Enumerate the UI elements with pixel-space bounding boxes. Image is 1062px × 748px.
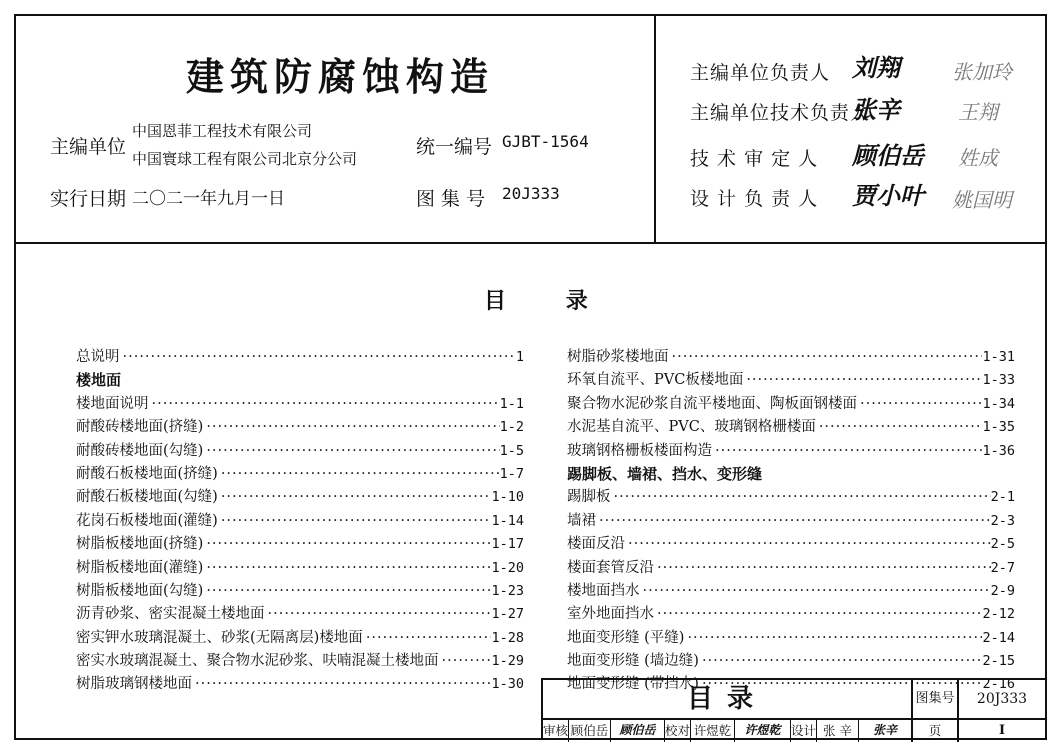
header-info-panel	[16, 16, 656, 242]
title-block-title: 目录	[543, 680, 913, 720]
signature: 贾小叶	[852, 182, 924, 210]
toc-leader-dots	[203, 440, 499, 463]
toc-entry-page: 1-29	[491, 653, 524, 670]
toc-entry-title: 地面变形缝 (平缝)	[567, 629, 685, 646]
toc-entry[interactable]	[76, 533, 524, 556]
responsible-role: 主编单位负责人	[690, 62, 831, 84]
toc-entry[interactable]	[76, 346, 524, 369]
toc-entry-title: 地面变形缝 (带挡水)	[567, 676, 699, 693]
toc-entry[interactable]	[76, 650, 524, 673]
toc-entry-title: 树脂板楼地面(挤缝)	[76, 536, 204, 553]
contents-title-char: 录	[565, 288, 588, 314]
toc-leader-dots	[684, 627, 982, 650]
toc-entry-title: 树脂砂浆楼地面	[567, 349, 669, 365]
toc-entry-page: 2-15	[982, 653, 1015, 670]
toc-leader-dots	[712, 440, 982, 463]
signature: 张辛	[852, 96, 900, 124]
toc-leader-dots	[611, 486, 991, 509]
responsible-row	[690, 98, 870, 125]
toc-entry-title: 总说明	[76, 349, 120, 365]
toc-leader-dots	[149, 393, 500, 416]
toc-entry[interactable]	[567, 627, 1015, 650]
proof-label: 校对	[665, 720, 691, 742]
toc-leader-dots	[363, 627, 492, 650]
toc-entry-title: 耐酸砖楼地面(挤缝)	[76, 419, 204, 436]
toc-entry-title: 树脂板楼地面(勾缝)	[76, 582, 204, 599]
contents-title-char: 目	[484, 288, 507, 314]
toc-entry[interactable]	[76, 416, 524, 439]
responsible-row	[690, 58, 830, 85]
toc-entry-page: 1-5	[499, 442, 524, 459]
toc-entry-title: 耐酸砖楼地面(勾缝)	[76, 442, 204, 459]
toc-leader-dots	[857, 393, 982, 416]
chief-unit-2: 中国寰球工程有限公司北京分公司	[132, 150, 358, 168]
impl-date-label: 实行日期	[50, 188, 127, 210]
contents-right-column	[567, 346, 1015, 697]
toc-entry-page: 1-36	[982, 442, 1015, 459]
toc-entry[interactable]	[567, 533, 1015, 556]
page-number: I	[998, 723, 1006, 738]
toc-entry-page: 1-28	[491, 629, 524, 646]
title-sheet-header	[16, 16, 1045, 244]
toc-entry-title: 楼地面挡水	[567, 582, 640, 599]
toc-leader-dots	[654, 557, 991, 580]
toc-entry-title: 水泥基自流平、PVC、玻璃钢格栅楼面	[567, 419, 816, 436]
approval-row	[543, 720, 1045, 742]
toc-entry-title: 玻璃钢格栅板楼面构造	[567, 442, 712, 459]
toc-entry-page: 1-2	[499, 419, 524, 436]
toc-entry-page: 1-34	[982, 395, 1015, 412]
atlas-no-label: 图 集 号	[416, 188, 486, 210]
toc-entry[interactable]	[567, 580, 1015, 603]
responsible-row	[690, 184, 818, 211]
toc-entry[interactable]	[76, 393, 524, 416]
toc-leader-dots	[625, 533, 991, 556]
toc-entry-page: 1-20	[491, 559, 524, 576]
designer-signature: 张辛	[859, 720, 913, 742]
toc-entry-page: 2-16	[982, 676, 1015, 693]
signature: 刘翔	[852, 54, 900, 82]
toc-entry-title: 楼地面	[76, 371, 122, 390]
toc-leader-dots	[203, 533, 491, 556]
toc-entry-title: 室外地面挡水	[567, 606, 654, 623]
signature: 姓成	[958, 146, 998, 170]
responsible-role: 技 术 审 定 人	[690, 148, 819, 170]
proofreader-signature: 许煜乾	[735, 720, 791, 742]
toc-entry[interactable]	[76, 463, 524, 486]
toc-leader-dots	[640, 580, 991, 603]
toc-entry-page: 1-31	[982, 349, 1015, 365]
toc-entry[interactable]	[567, 510, 1015, 533]
toc-leader-dots	[743, 369, 982, 392]
toc-leader-dots	[192, 673, 491, 696]
toc-entry-title: 树脂板楼地面(灌缝)	[76, 559, 204, 576]
signature: 张加玲	[952, 60, 1012, 84]
unified-code-label: 统一编号	[416, 136, 493, 158]
toc-entry-page: 1-17	[491, 536, 524, 553]
toc-entry[interactable]	[567, 369, 1015, 392]
responsible-role: 主编单位技术负责人	[690, 102, 871, 124]
toc-entry-title: 楼面套管反沿	[567, 559, 654, 576]
toc-entry[interactable]	[76, 580, 524, 603]
contents-title	[484, 284, 588, 315]
toc-entry[interactable]	[76, 673, 524, 696]
toc-leader-dots	[203, 557, 491, 580]
atlas-no: 20J333	[502, 184, 560, 203]
toc-entry-title: 踢脚板	[567, 489, 611, 506]
toc-leader-dots	[218, 510, 492, 533]
toc-leader-dots	[816, 416, 983, 439]
review-label: 审核	[543, 720, 569, 742]
signature: 王翔	[958, 100, 998, 124]
toc-entry-page: 2-14	[982, 629, 1015, 646]
toc-entry-title: 环氧自流平、PVC板楼地面	[567, 372, 744, 389]
toc-entry-title: 沥青砂浆、密实混凝土楼地面	[76, 606, 265, 623]
toc-leader-dots	[218, 486, 492, 509]
atlas-title: 建筑防腐蚀构造	[186, 54, 495, 99]
reviewer-name: 顾伯岳	[569, 720, 611, 742]
toc-entry-page: 2-12	[982, 606, 1015, 623]
toc-entry-page: 1-7	[499, 465, 524, 482]
toc-entry-title: 耐酸石板楼地面(勾缝)	[76, 489, 218, 506]
toc-entry-page: 1	[515, 349, 524, 365]
toc-entry-page: 1-1	[499, 395, 524, 412]
toc-entry-page: 1-27	[491, 606, 524, 623]
toc-entry-page: 1-10	[491, 489, 524, 506]
toc-entry[interactable]	[76, 440, 524, 463]
signature: 姚国明	[952, 188, 1012, 212]
atlas-no-label: 图集号	[913, 680, 959, 720]
toc-entry-page: 1-23	[491, 582, 524, 599]
title-block	[541, 678, 1045, 740]
toc-leader-dots	[596, 510, 991, 533]
toc-entry-page: 1-33	[982, 372, 1015, 389]
chief-unit-1: 中国恩菲工程技术有限公司	[132, 122, 313, 140]
toc-entry-title: 密实钾水玻璃混凝土、砂浆(无隔离层)楼地面	[76, 629, 363, 646]
unified-code: GJBT-1564	[502, 132, 589, 151]
designer-name: 张 辛	[817, 720, 859, 742]
toc-entry-page: 2-7	[990, 559, 1015, 576]
design-label: 设计	[791, 720, 817, 742]
toc-entry[interactable]	[567, 603, 1015, 626]
toc-entry-page: 2-5	[990, 536, 1015, 553]
toc-entry[interactable]	[567, 346, 1015, 369]
toc-entry-title: 地面变形缝 (墙边缝)	[567, 653, 699, 670]
toc-entry-page: 2-1	[990, 489, 1015, 506]
toc-entry-page: 1-14	[491, 512, 524, 529]
toc-section-heading	[76, 369, 524, 392]
toc-leader-dots	[203, 416, 499, 439]
toc-leader-dots	[439, 650, 492, 673]
toc-leader-dots	[120, 346, 516, 369]
toc-leader-dots	[669, 346, 983, 369]
toc-entry-title: 楼面反沿	[567, 536, 625, 553]
contents-left-column	[76, 346, 524, 697]
chief-unit-label: 主编单位	[50, 136, 127, 158]
proofreader-name: 许煜乾	[691, 720, 735, 742]
toc-leader-dots	[203, 580, 491, 603]
toc-entry-title: 树脂玻璃钢楼地面	[76, 676, 192, 693]
toc-section-heading	[567, 463, 1015, 486]
toc-entry[interactable]	[567, 557, 1015, 580]
toc-entry[interactable]	[76, 627, 524, 650]
toc-entry[interactable]	[567, 416, 1015, 439]
responsible-row	[690, 144, 818, 171]
toc-leader-dots	[265, 603, 492, 626]
toc-entry-title: 密实水玻璃混凝土、聚合物水泥砂浆、呋喃混凝土楼地面	[76, 653, 439, 670]
toc-leader-dots	[218, 463, 500, 486]
toc-entry[interactable]	[567, 486, 1015, 509]
impl-date: 二〇二一年九月一日	[132, 189, 285, 209]
toc-leader-dots	[654, 603, 982, 626]
atlas-no-value: 20J333	[959, 680, 1045, 720]
reviewer-signature: 顾伯岳	[611, 720, 665, 742]
toc-entry-title: 花岗石板楼地面(灌缝)	[76, 512, 218, 529]
toc-entry[interactable]	[567, 440, 1015, 463]
toc-entry-page: 2-9	[990, 582, 1015, 599]
toc-entry[interactable]	[76, 603, 524, 626]
toc-entry-title: 墙裙	[567, 512, 596, 529]
responsibles-panel	[656, 16, 1045, 242]
responsible-role: 设 计 负 责 人	[690, 188, 819, 210]
toc-entry-title: 聚合物水泥砂浆自流平楼地面、陶板面钢楼面	[567, 395, 857, 412]
toc-entry-page: 1-35	[982, 419, 1015, 436]
signature: 顾伯岳	[852, 142, 924, 170]
page-label: 页	[913, 720, 959, 742]
toc-entry-title: 楼地面说明	[76, 395, 149, 412]
toc-entry-page: 1-30	[491, 676, 524, 693]
toc-entry[interactable]	[76, 557, 524, 580]
toc-entry-title: 踢脚板、墙裙、挡水、变形缝	[567, 464, 763, 483]
toc-entry[interactable]	[76, 486, 524, 509]
toc-entry-title: 耐酸石板楼地面(挤缝)	[76, 465, 218, 482]
drawing-frame	[14, 14, 1047, 740]
toc-entry[interactable]	[567, 650, 1015, 673]
toc-entry[interactable]	[76, 510, 524, 533]
toc-entry[interactable]	[567, 393, 1015, 416]
toc-leader-dots	[699, 650, 983, 673]
toc-entry-page: 2-3	[990, 512, 1015, 529]
